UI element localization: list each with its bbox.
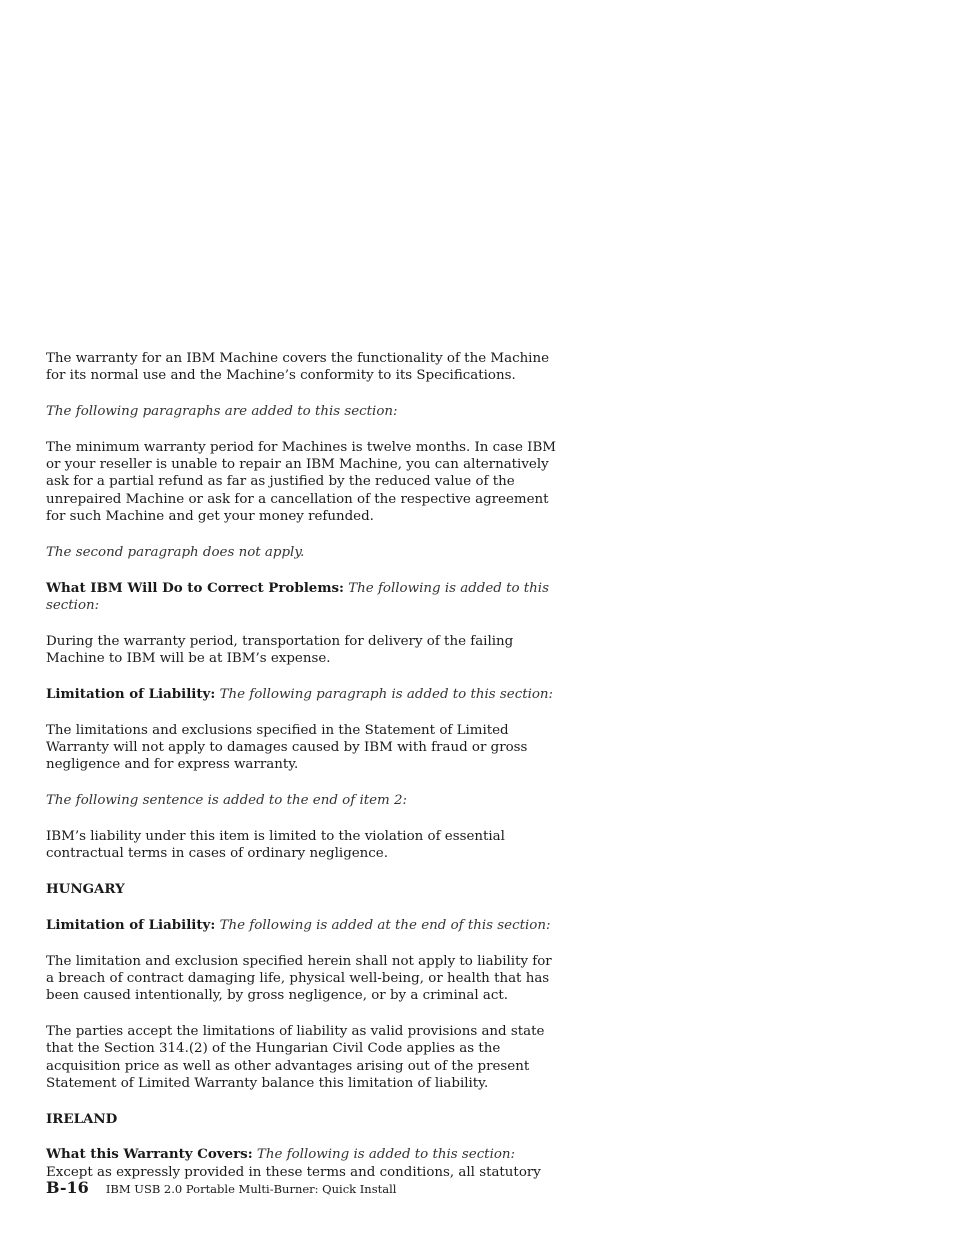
run-in-heading: What this Warranty Covers:	[46, 1146, 253, 1163]
instruction-note: The following is added to this section:	[256, 1147, 516, 1163]
section-heading-line	[46, 1146, 556, 1163]
run-in-heading: What IBM Will Do to Correct Problems:	[46, 579, 344, 596]
run-in-heading: Limitation of Liability:	[46, 916, 216, 933]
footer-title: IBM USB 2.0 Portable Multi-Burner: Quick Install	[105, 1182, 397, 1196]
paragraph: IBM’s liability under this item is limited to the violation of essential contractual terms in cases of ordinary negligence.	[46, 828, 505, 862]
paragraph: During the warranty period, transportation for delivery of the failing Machine to IBM will be at IBM’s expense.	[46, 633, 514, 667]
section-heading-line	[46, 686, 556, 703]
instruction-note: The second paragraph does not apply.	[46, 544, 305, 560]
page-footer	[46, 1178, 396, 1197]
country-heading: HUNGARY	[46, 880, 125, 897]
paragraph: The parties accept the limitations of liability as valid provisions and state that the Section 314.(2) of the Hungarian Civil Code applies as the acquisition price as well as other advantages arising out of the present Statement of Limited Warranty balance this limitation of liability.	[46, 1023, 545, 1091]
paragraph: The minimum warranty period for Machines is twelve months. In case IBM or your reseller is unable to repair an IBM Machine, you can alternatively ask for a partial refund as far as justified by the reduced value of the unrepaired Machine or ask for a cancellation of the respective agreement for such Machine and get your money refunded.	[46, 439, 557, 525]
instruction-note: The following is added at the end of this section:	[219, 917, 551, 933]
instruction-note: The following paragraph is added to this section:	[219, 686, 554, 702]
country-heading: IRELAND	[46, 1110, 118, 1127]
run-in-heading: Limitation of Liability:	[46, 685, 216, 702]
paragraph: The warranty for an IBM Machine covers the functionality of the Machine for its normal use and the Machine’s conformity to its Specifications.	[46, 351, 550, 384]
document-body	[46, 350, 556, 1200]
section-heading-line	[46, 917, 556, 934]
instruction-note: The following is added to this section:	[46, 580, 549, 613]
instruction-note: The following sentence is added to the end of item 2:	[46, 793, 408, 809]
instruction-note: The following paragraphs are added to this section:	[46, 404, 398, 420]
paragraph: The limitation and exclusion specified herein shall not apply to liability for a breach of contract damaging life, physical well-being, or health that has been caused intentionally, by gross negligence, or by a criminal act.	[46, 953, 552, 1004]
page-number: B-16	[46, 1178, 89, 1197]
paragraph: Except as expressly provided in these terms and conditions, all statutory	[46, 1164, 541, 1180]
paragraph: The limitations and exclusions specified in the Statement of Limited Warranty will not apply to damages caused by IBM with fraud or gross negligence and for express warranty.	[46, 722, 528, 773]
section-heading-line	[46, 580, 556, 615]
